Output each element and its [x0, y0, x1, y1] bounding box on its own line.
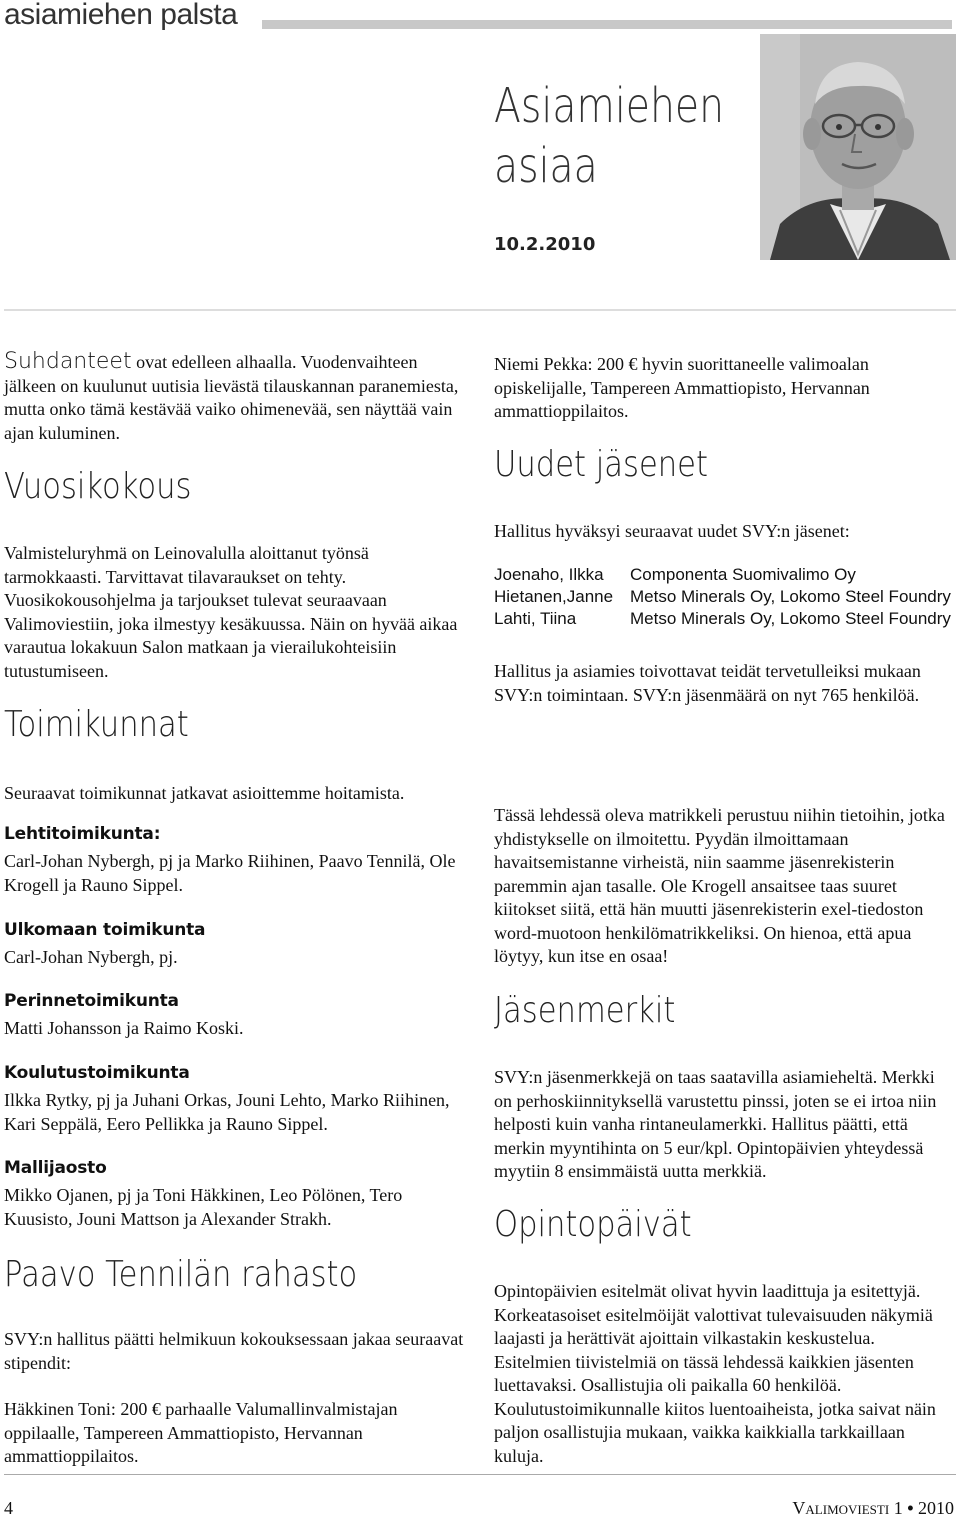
member-name: Joenaho, Ilkka — [494, 565, 604, 584]
member-company: Metso Minerals Oy, Lokomo Steel Foundry — [630, 609, 951, 628]
toimikunta-members: Matti Johansson ja Raimo Koski. — [4, 1018, 244, 1038]
member-company: Metso Minerals Oy, Lokomo Steel Foundry — [630, 587, 951, 606]
member-row — [494, 586, 954, 608]
uudet-outro: Hallitus ja asiamies toivottavat teidät tervetulleiksi mukaan SVY:n toimintaan. SVY:n jäsenmäärä on nyt 765 henkilöä. — [494, 661, 921, 705]
intro-lead: Suhdanteet — [4, 349, 132, 374]
heading-opintopaivat: Opintopäivät — [494, 1204, 692, 1245]
heading-toimikunnat: Toimikunnat — [4, 704, 189, 745]
member-row — [494, 564, 954, 586]
date-label: 10.2.2010 — [494, 234, 596, 255]
toimikunta-title: Lehtitoimikunta: — [4, 824, 161, 844]
footer-issue: 1 — [893, 1498, 903, 1518]
opintopaivat-text: Opintopäivien esitelmät olivat hyvin laadittuja ja esitettyjä. Korkeatasoiset esitelmöijät valottivat tulevaisuuden näkymiä laajasti ja herättivät ajoittain vilkastakin keskustelua. Esitelmien tiivistelmiä on tässä lehdessä kaikkien jäsenten luettavaksi. Osallistujia oli paikalla 60 henkilöä. Koulutustoimikunnalle kiitos luentoaiheista, jotka saivat näin paljon osallistujia mukaan, vaikka kaikkialla tarkkaillaan kuluja. — [494, 1281, 936, 1466]
new-members-list — [494, 564, 954, 630]
author-portrait — [760, 34, 956, 260]
footer-year: 2010 — [918, 1498, 954, 1518]
heading-jasenmerkit: Jäsenmerkit — [494, 990, 676, 1031]
intro-paragraph — [4, 350, 466, 445]
intro-text: ovat edelleen alhaalla. Vuodenvaihteen jälkeen on kuulunut uutisia lievästä tilauskannan paranemiesta, mutta onko tämä kestävää vaiko ohimenevää, sen näyttää vain ajan kuluminen. — [4, 352, 459, 443]
toimikunta-members: Carl-Johan Nybergh, pj. — [4, 947, 178, 967]
grant-niemi: Niemi Pekka: 200 € hyvin suorittaneelle valimoalan opiskelijalle, Tampereen Ammattiopisto, Hervannan ammattioppilaitos. — [494, 354, 870, 421]
member-name: Lahti, Tiina — [494, 609, 577, 628]
section-label: asiamiehen palsta — [4, 0, 238, 31]
page-title-line2: asiaa — [494, 138, 598, 194]
footer-magazine: Valimoviesti — [792, 1498, 890, 1518]
heading-uudet-jasenet: Uudet jäsenet — [494, 444, 709, 485]
toimikunnat-intro: Seuraavat toimikunnat jatkavat asioittemme hoitamista. — [4, 783, 405, 803]
header-bottom-rule — [4, 309, 956, 311]
rahasto-text: SVY:n hallitus päätti helmikuun kokouksessaan jakaa seuraavat stipendit: — [4, 1329, 464, 1373]
toimikunta-members: Carl-Johan Nybergh, pj ja Marko Riihinen, Paavo Tennilä, Ole Krogell ja Rauno Sippel. — [4, 851, 456, 895]
toimikunta-title: Mallijaosto — [4, 1158, 107, 1178]
vuosikokous-text: Valmisteluryhmä on Leinovalulla aloittanut työnsä tarmokkaasti. Tarvittavat tilavaraukset on tehty. Vuosikokousohjelma ja tarjoukset tulevat seuraavaan Valimoviestiin, joka ilmestyy kesäkuussa. Näin on hyvää aikaa varautua lokakuun Salon matkaan ja vierailukohteisiin tutustumiseen. — [4, 543, 458, 681]
page-title-line1: Asiamiehen — [494, 78, 725, 134]
grant-hakkinen: Häkkinen Toni: 200 € parhaalle Valumallinvalmistajan oppilaalle, Tampereen Ammattiopisto, Hervannan ammattioppilaitos. — [4, 1399, 398, 1466]
heading-rahasto: Paavo Tennilän rahasto — [4, 1254, 358, 1295]
toimikunta-members: Mikko Ojanen, pj ja Toni Häkkinen, Leo Pölönen, Tero Kuusisto, Jouni Mattson ja Alexander Strakh. — [4, 1185, 403, 1229]
member-name: Hietanen,Janne — [494, 587, 614, 606]
page-title — [494, 76, 724, 196]
footer-rule — [4, 1474, 956, 1475]
member-row — [494, 608, 954, 630]
jasenmerkit-text: SVY:n jäsenmerkkejä on taas saatavilla asiamieheltä. Merkki on perhoskiinnityksellä varustettu pinssi, joten se ei irtoa niin helposti kuin vanha rintaneulamerkki. Hallitus päätti, että merkin myyntihinta on 5 eur/kpl. Opintopäivien yhteydessä myytiin 8 ensimmäistä uutta merkkiä. — [494, 1067, 937, 1181]
toimikunta-title: Perinnetoimikunta — [4, 991, 179, 1011]
header-rule — [262, 20, 952, 29]
member-company: Componenta Suomivalimo Oy — [630, 565, 856, 584]
footer-separator: • — [907, 1498, 914, 1518]
footer-publication — [792, 1498, 954, 1519]
toimikunta-members: Ilkka Rytky, pj ja Juhani Orkas, Jouni Lehto, Marko Riihinen, Kari Seppälä, Eero Pellikka ja Rauno Sippel. — [4, 1090, 450, 1134]
toimikunta-title: Ulkomaan toimikunta — [4, 920, 206, 940]
heading-vuosikokous: Vuosikokous — [4, 466, 192, 507]
page-number: 4 — [4, 1498, 13, 1518]
portrait-photo — [760, 34, 956, 260]
matrikkeli-text: Tässä lehdessä oleva matrikkeli perustuu niihin tietoihin, jotka yhdistykselle on ilmoitettu. Pyydän ilmoittamaan havaitsemistanne virheistä, niin saamme jäsenrekisterin paremmin ajan tasalle. Ole Krogell ansaitsee taas suuret kiitokset siitä, että hän muutti jäsenrekisterin exel-tiedoston word-muotoon henkilömatrikkeliksi. On hienoa, että apua löytyy, kun itse en osaa! — [494, 805, 945, 966]
uudet-intro: Hallitus hyväksyi seuraavat uudet SVY:n jäsenet: — [494, 521, 850, 541]
toimikunta-title: Koulutustoimikunta — [4, 1063, 190, 1083]
